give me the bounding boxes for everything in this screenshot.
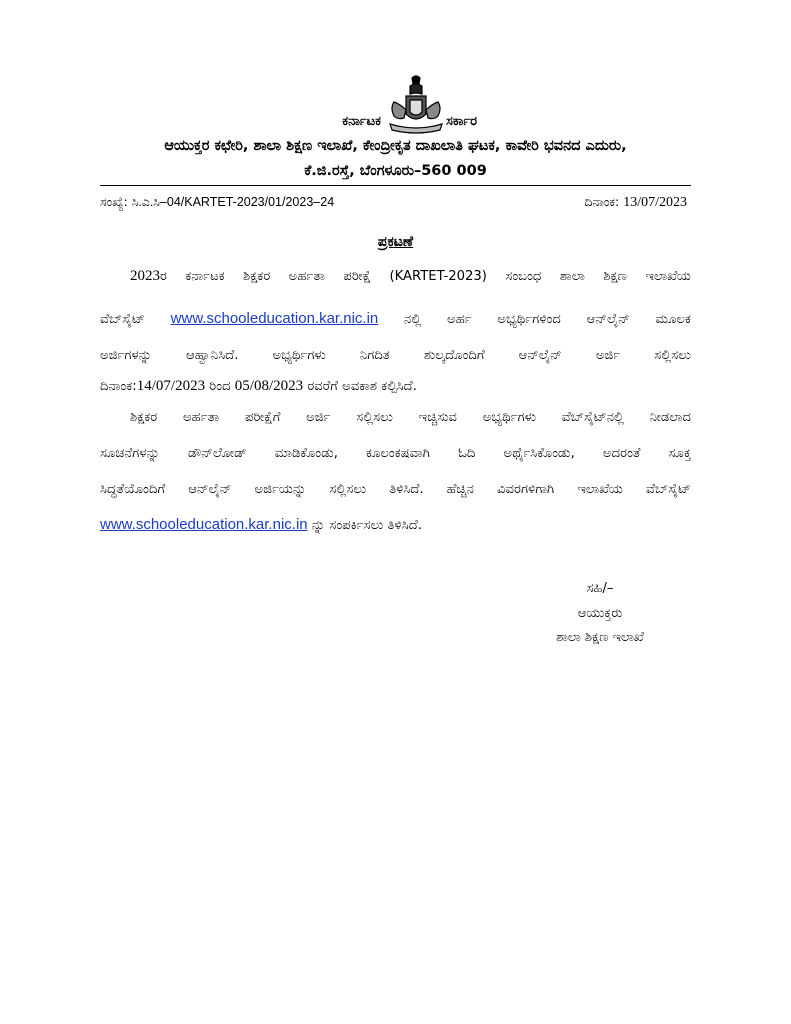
date-value: 13/07/2023	[623, 195, 687, 210]
website-label: ವೆಬ್‌ಸೈಟ್	[100, 312, 145, 327]
paragraph-2-line-4	[100, 516, 691, 533]
website-link-2[interactable]: www.schooleducation.kar.nic.in	[100, 516, 308, 533]
date-range-label: ದಿನಾಂಕ:	[100, 379, 137, 394]
paragraph-2-line-2: ಸೂಚನೆಗಳನ್ನು ಡೌನ್‌ಲೋಡ್ ಮಾಡಿಕೊಂಡು, ಕೂಲಂಕಷವಾಗಿ ಓದಿ ಅರ್ಥೈಸಿಕೊಂಡು, ಅದರಂತೆ ಸೂಕ್ತ	[100, 446, 691, 461]
paragraph-1-line-2	[100, 310, 691, 327]
date-label: ದಿನಾಂಕ:	[584, 194, 624, 209]
paragraph-1-line-2-text: ನಲ್ಲಿ ಅರ್ಹ ಅಭ್ಯರ್ಥಿಗಳಿಂದ ಆನ್‌ಲೈನ್ ಮೂಲಕ	[404, 312, 691, 327]
date-range-from: ರಿಂದ	[205, 379, 235, 394]
document-date	[584, 194, 687, 211]
paragraph-1-line-4	[100, 378, 691, 395]
paragraph-1-line-1	[130, 268, 691, 285]
notice-title: ಪ್ರಕಟಣೆ	[377, 234, 414, 250]
reference-label: ಸಂಖ್ಯೆ:	[100, 194, 132, 209]
govt-left-label: ಕರ್ನಾಟಕ	[342, 114, 381, 129]
end-date: 05/08/2023	[234, 378, 304, 394]
signatory-department: ಶಾಲಾ ಶಿಕ್ಷಣ ಇಲಾಖೆ	[556, 630, 644, 645]
date-range-suffix: ರವರೆಗೆ ಅವಕಾಶ ಕಲ್ಪಿಸಿದೆ.	[303, 379, 417, 394]
paragraph-2-line-3: ಸಿದ್ಧತೆಯೊಂದಿಗೆ ಆನ್‌ಲೈನ್ ಅರ್ಜಿಯನ್ನು ಸಲ್ಲಿಸಲು ತಿಳಿಸಿದೆ. ಹೆಚ್ಚಿನ ವಿವರಗಳಿಗಾಗಿ ಇಲಾಖೆಯ ವೆಬ್‌ಸೈಟ್	[100, 482, 691, 497]
government-heading	[0, 114, 791, 134]
website-link[interactable]: www.schooleducation.kar.nic.in	[170, 310, 379, 327]
paragraph-2-line-4-text: ನ್ನು ಸಂಪರ್ಕಿಸಲು ತಿಳಿಸಿದೆ.	[307, 518, 422, 533]
paragraph-1-line-1-text: ರ ಕರ್ನಾಟಕ ಶಿಕ್ಷಕರ ಅರ್ಹತಾ ಪರೀಕ್ಷೆ (KARTET-2023) ಸಂಬಂಧ ಶಾಲಾ ಶಿಕ್ಷಣ ಇಲಾಖೆಯ	[160, 269, 691, 284]
paragraph-1-line-3: ಅರ್ಜಿಗಳನ್ನು ಆಹ್ವಾನಿಸಿದೆ. ಅಭ್ಯರ್ಥಿಗಳು ನಿಗದಿತ ಶುಲ್ಕದೊಂದಿಗೆ ಆನ್‌ಲೈನ್ ಅರ್ಜಿ ಸಲ್ಲಿಸಲು	[100, 348, 691, 363]
signatory-designation: ಆಯುಕ್ತರು	[577, 606, 623, 621]
year-text: 2023	[130, 268, 160, 284]
header-divider	[100, 185, 691, 186]
govt-right-label: ಸರ್ಕಾರ	[446, 114, 477, 129]
office-address-line2: ಕೆ.ಜಿ.ರಸ್ತೆ, ಬೆಂಗಳೂರು–560 009	[304, 163, 487, 179]
reference-value: ಸಿ.ಎ.ಸಿ–04/KARTET-2023/01/2023–24	[131, 195, 335, 209]
paragraph-2-line-1: ಶಿಕ್ಷಕರ ಅರ್ಹತಾ ಪರೀಕ್ಷೆಗೆ ಅರ್ಜಿ ಸಲ್ಲಿಸಲು ಇಚ್ಚಿಸುವ ಅಭ್ಯರ್ಥಿಗಳು ವೆಬ್‌ಸೈಟ್‌ನಲ್ಲಿ ನೀಡಲಾದ	[130, 410, 691, 425]
start-date: 14/07/2023	[136, 378, 206, 394]
office-address-line1: ಆಯುಕ್ತರ ಕಛೇರಿ, ಶಾಲಾ ಶಿಕ್ಷಣ ಇಲಾಖೆ, ಕೇಂದ್ರೀಕೃತ ದಾಖಲಾತಿ ಘಟಕ, ಕಾವೇರಿ ಭವನದ ಎದುರು,	[164, 138, 627, 154]
reference-number	[100, 194, 334, 210]
signature-mark: ಸಹಿ/–	[586, 581, 614, 596]
